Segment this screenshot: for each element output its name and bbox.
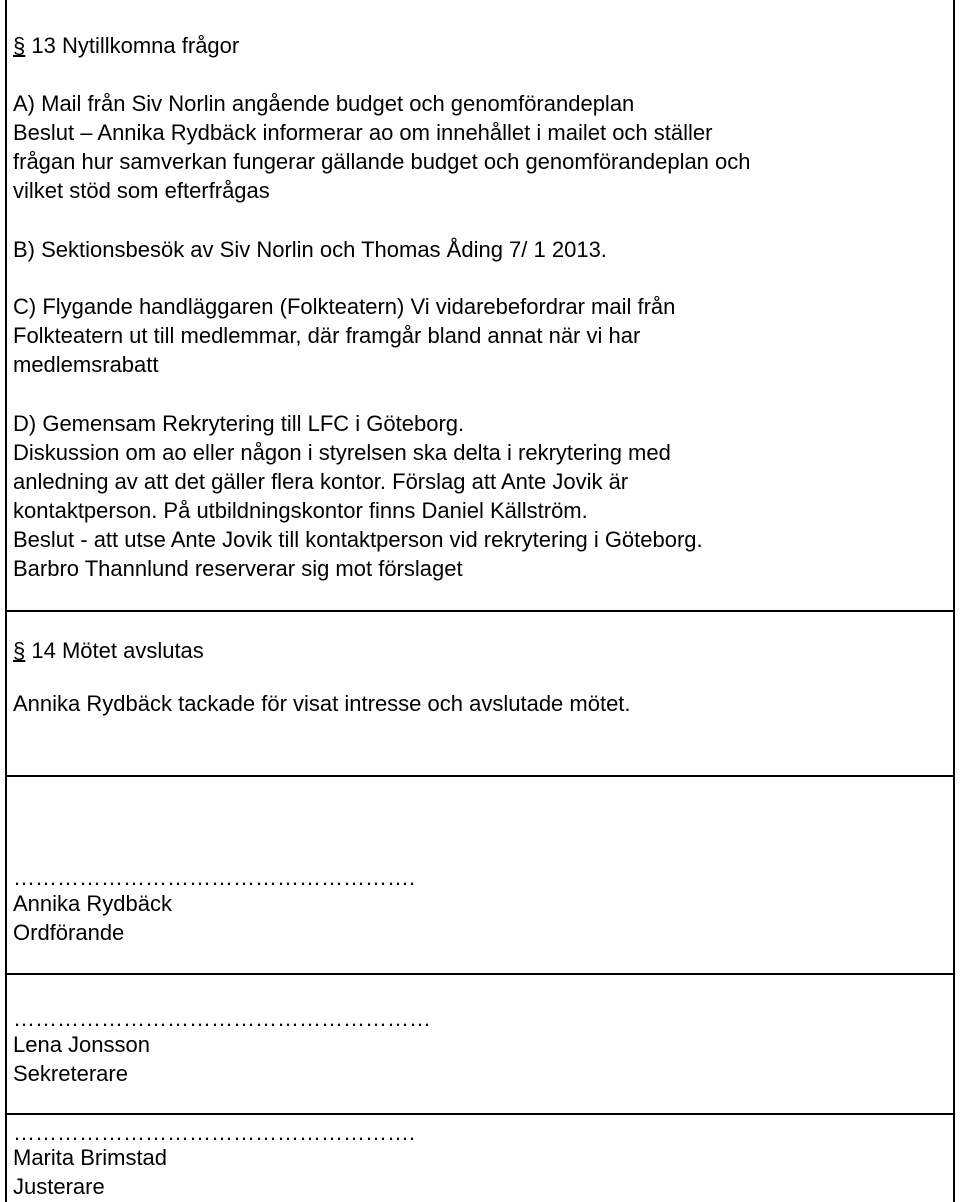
section-13-row	[7, 0, 953, 612]
item-d-line-3: anledning av att det gäller flera kontor. Förslag att Ante Jovik är	[13, 469, 629, 494]
signatory-role: Ordförande	[13, 920, 125, 945]
item-d-line-6: Barbro Thannlund reserverar sig mot förslaget	[13, 556, 463, 581]
signature-row-adjuster	[7, 1115, 953, 1202]
item-d-line-2: Diskussion om ao eller någon i styrelsen ska delta i rekrytering med	[13, 440, 671, 465]
item-a-line-1: A) Mail från Siv Norlin angående budget och genomförandeplan	[13, 91, 635, 116]
section-14-row	[7, 612, 953, 777]
section-14-title: § 14 Mötet avslutas	[13, 638, 204, 663]
signatory-role: Sekreterare	[13, 1061, 128, 1086]
signature-line: ……………………………………………….	[13, 1120, 416, 1145]
paragraph-symbol: §	[13, 638, 26, 663]
item-a-line-3: frågan hur samverkan fungerar gällande budget och genomförandeplan och	[13, 149, 751, 174]
signatory-role: Justerare	[13, 1174, 105, 1199]
item-a-line-4: vilket stöd som efterfrågas	[13, 178, 270, 203]
item-c-line-1: C) Flygande handläggaren (Folkteatern) Vi vidarebefordrar mail från	[13, 294, 676, 319]
signatory-name: Lena Jonsson	[13, 1032, 150, 1057]
item-c-line-3: medlemsrabatt	[13, 352, 159, 377]
signature-row-chair	[7, 777, 953, 975]
item-c-line-2: Folkteatern ut till medlemmar, där framgår bland annat när vi har	[13, 323, 641, 348]
signatory-name: Annika Rydbäck	[13, 891, 172, 916]
minutes-table	[5, 0, 955, 1202]
item-a-line-2: Beslut – Annika Rydbäck informerar ao om innehållet i mailet och ställer	[13, 120, 713, 145]
item-d-line-5: Beslut - att utse Ante Jovik till kontaktperson vid rekrytering i Göteborg.	[13, 527, 703, 552]
signature-line: ……………………………………………….	[13, 865, 416, 890]
item-d-line-1: D) Gemensam Rekrytering till LFC i Göteborg.	[13, 411, 465, 436]
closing-text: Annika Rydbäck tackade för visat intresse och avslutade mötet.	[13, 691, 631, 716]
signature-row-secretary	[7, 975, 953, 1115]
item-b-line: B) Sektionsbesök av Siv Norlin och Thomas Åding 7/ 1 2013.	[13, 237, 607, 262]
paragraph-symbol: §	[13, 33, 26, 58]
item-d-line-4: kontaktperson. På utbildningskontor finns Daniel Källström.	[13, 498, 588, 523]
signatory-name: Marita Brimstad	[13, 1145, 168, 1170]
signature-line: …………………………………………………	[13, 1006, 431, 1031]
section-13-title: § 13 Nytillkomna frågor	[13, 33, 240, 58]
